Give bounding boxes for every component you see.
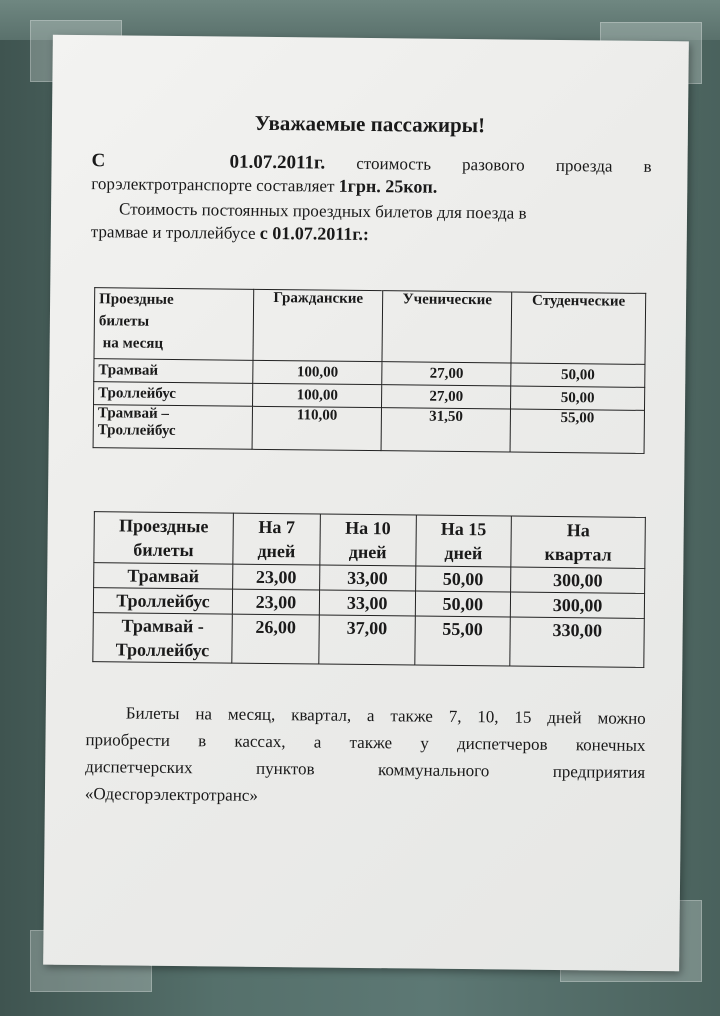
table-row bbox=[93, 405, 644, 454]
footer-line: диспетчерских пунктов коммунального предприятия bbox=[85, 757, 646, 782]
table-cell: 300,00 bbox=[511, 567, 645, 593]
row-label: Троллейбус bbox=[93, 588, 232, 614]
header-line: На 7 bbox=[258, 516, 296, 538]
table-header-cell bbox=[233, 513, 320, 565]
table-cell: 33,00 bbox=[319, 565, 415, 591]
row-label: Троллейбус bbox=[94, 382, 253, 407]
header-line: На 10 bbox=[345, 517, 391, 539]
table-header-row bbox=[94, 512, 646, 569]
header-line: билеты bbox=[133, 539, 194, 561]
paragraph-passes-line2 bbox=[91, 220, 651, 249]
table-header-cell: Гражданские bbox=[253, 289, 383, 361]
header-line: На 15 bbox=[440, 518, 487, 540]
text-date: 01.07.2011г. bbox=[229, 151, 326, 174]
period-pass-table bbox=[92, 511, 646, 668]
header-line: дней bbox=[257, 540, 296, 562]
header-line: На bbox=[566, 520, 590, 541]
table-cell: 100,00 bbox=[253, 383, 383, 407]
header-line: дней bbox=[444, 542, 483, 564]
row-label-line: Троллейбус bbox=[115, 639, 210, 661]
table-cell: 33,00 bbox=[319, 590, 415, 616]
table-cell: 31,50 bbox=[381, 408, 510, 452]
header-line: на месяц bbox=[102, 335, 164, 352]
table-header-cell bbox=[94, 288, 254, 361]
table-cell: 23,00 bbox=[232, 589, 319, 615]
row-label bbox=[93, 613, 233, 663]
row-label-line: Трамвай - bbox=[121, 615, 204, 637]
table-header-cell bbox=[320, 514, 416, 566]
table-cell: 300,00 bbox=[511, 592, 645, 618]
paragraph-single-fare-line2 bbox=[91, 172, 651, 201]
table-row bbox=[93, 613, 644, 668]
monthly-pass-table bbox=[93, 287, 647, 454]
table-cell: 50,00 bbox=[511, 363, 645, 387]
table-header-cell bbox=[511, 516, 645, 568]
header-line: билеты bbox=[98, 313, 150, 330]
table-header-cell bbox=[94, 512, 234, 564]
row-label bbox=[93, 405, 252, 450]
footer-paragraph bbox=[85, 699, 646, 813]
table-cell: 50,00 bbox=[511, 386, 645, 410]
table-cell: 100,00 bbox=[253, 360, 383, 384]
text-passes-line1: Стоимость постоянных проездных билетов для поезда в bbox=[118, 199, 527, 223]
footer-line: приобрести в кассах, а также у диспетчеров конечных bbox=[85, 730, 646, 755]
header-line: квартал bbox=[544, 543, 612, 565]
table-cell: 27,00 bbox=[382, 362, 511, 386]
table-cell: 26,00 bbox=[232, 614, 319, 664]
header-line: Проездные bbox=[99, 291, 174, 308]
table-cell: 110,00 bbox=[252, 406, 382, 450]
table-cell: 55,00 bbox=[510, 409, 644, 453]
table-cell: 27,00 bbox=[382, 385, 511, 409]
table-cell: 23,00 bbox=[233, 564, 320, 590]
table-cell: 55,00 bbox=[414, 616, 510, 666]
text-passes-line2: трамвае и троллейбусе bbox=[90, 222, 256, 243]
table-header-cell bbox=[415, 515, 511, 567]
text-transport: горэлектротранспорте составляет bbox=[91, 174, 335, 196]
notice-title: Уважаемые пассажиры! bbox=[254, 110, 486, 138]
row-label: Трамвай bbox=[94, 563, 233, 589]
table-cell: 50,00 bbox=[415, 566, 511, 592]
text-start: С bbox=[91, 150, 106, 172]
table-header-cell: Студенческие bbox=[511, 292, 646, 364]
footer-line: Билеты на месяц, квартал, а также 7, 10, 15 дней можно bbox=[125, 703, 646, 728]
text-fare-desc: стоимость разового проезда в bbox=[356, 153, 652, 176]
notice-sheet bbox=[43, 35, 689, 972]
table-header-cell: Ученические bbox=[382, 291, 512, 363]
header-line: Проездные bbox=[118, 515, 209, 537]
table-cell: 37,00 bbox=[319, 615, 415, 665]
text-passes-date: с 01.07.2011г.: bbox=[259, 222, 370, 245]
row-label-line: Троллейбус bbox=[97, 422, 176, 440]
row-label: Трамвай bbox=[94, 359, 253, 384]
table-cell: 50,00 bbox=[415, 591, 511, 617]
row-label-line: Трамвай – bbox=[97, 405, 170, 422]
footer-line: «Одесгорэлектротранс» bbox=[84, 784, 259, 805]
table-header-row bbox=[94, 288, 646, 365]
text-price: 1грн. 25коп. bbox=[338, 175, 438, 197]
header-line: дней bbox=[348, 541, 387, 563]
table-cell: 330,00 bbox=[510, 617, 644, 667]
